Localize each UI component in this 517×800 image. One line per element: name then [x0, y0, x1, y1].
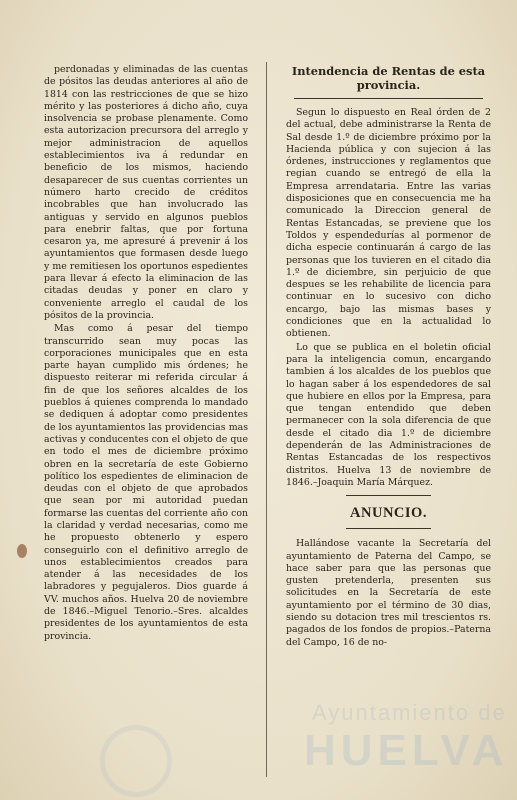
heading-rule — [294, 98, 483, 99]
section-heading: Intendencia de Rentas de esta provincia. — [291, 64, 486, 92]
watermark — [282, 700, 512, 795]
right-column — [286, 64, 491, 649]
right-paragraph-1: Segun lo dispuesto en Real órden de 2 del actual, debe administrarse la Renta de Sal desde 1.º de diciembre próximo por la Hacienda pública y con sujecion á las órdenes, instrucciones y reglamentos que regian cuando se entregó de ella la Empresa arrendataria. Entre las varias disposiciones que en consecuencia me ha comunicado la Direccion general de Rentas Estancadas, se previene que los Toldos y espendedurías al pormenor de dicha especie continuarán á cargo de las personas que los tuvieren en el citado dia 1.º de diciembre, sin perjuicio de que despues se les rehabilite de licencia para continuar en lo sucesivo con dicho encargo, bajo las mismas bases y condiciones que en la actualidad lo obtienen. — [286, 107, 491, 340]
watermark-top-text: Ayuntamiento de — [312, 700, 507, 725]
ink-stain — [17, 544, 27, 558]
left-column — [44, 64, 248, 643]
column-divider — [266, 62, 267, 777]
watermark-main-text: HUELVA — [304, 726, 509, 775]
announcement-title: ANUNCIO. — [350, 505, 427, 522]
announcement-rule — [346, 528, 431, 529]
section-rule — [346, 495, 431, 496]
left-paragraph-1: perdonadas y eliminadas de las cuentas de pósitos las deudas anteriores al año de 1814 con las restricciones de que se hizo mérito y las posteriores á dicho año, cuya insolvencia se probase plenamente. Como esta autorizacion precursora del arreglo y mejor administracion de aquellos establecimientos iva á redundar en beneficio de los mismos, haciendo desaparecer de sus cuentas corrientes un número harto crecido de créditos incobrables que han involucrado las antiguas y servido en algunos pueblos para enebrir faltas, que por fortuna cesaron ya, me apresuré á prevenir á los ayuntamientos que formasen desde luego y me remitiesen los oportunos espedientes para llevar á efecto la eliminacion de las citadas deudas y poner en claro y conveniente arreglo el caudal de los pósitos de la provincia. — [44, 64, 248, 321]
watermark-seal-icon — [100, 725, 172, 797]
left-paragraph-2: Mas como á pesar del tiempo transcurrido sean muy pocas las corporaciones municipales que en esta parte hayan cumplido mis órdenes; he dispuesto reiterar mi referida circular á fin de que los señores alcaldes de los pueblos á quienes comprenda lo mandado se dediquen á adoptar como presidentes de los ayuntamientos las providencias mas activas y conducentes con el objeto de que en todo el mes de diciembre próximo obren en la secretaría de este Gobierno político los espedientes de eliminacion de deudas con el objeto de que aprobados que sean por mi autoridad puedan formarse las cuentas del corriente año con la claridad y verdad necesarias, como me he propuesto obtenerlo y espero conseguirlo con el definitivo arreglo de unos establecimientos creados para atender á las necesidades de los labradores y pegujaleros. Dios guarde á VV. muchos años. Huelva 20 de noviembre de 1846.–Miguel Tenorio.–Sres. alcaldes presidentes de los ayuntamientos de esta provincia. — [44, 323, 248, 642]
announcement-text: Hallándose vacante la Secretaría del ayuntamiento de Paterna del Campo, se hace saber para que las personas que gusten pretenderla, presenten sus solicitudes en la Secretaría de este ayuntamiento por el término de 30 dias, siendo su dotacion tres mil trescientos rs. pagados de los fondos de propios.–Paterna del Campo, 16 de no- — [286, 538, 491, 648]
right-paragraph-2: Lo que se publica en el boletin oficial para la inteligencia comun, encargando tambien á los alcaldes de los pueblos que lo hagan saber á los espendedores de sal que hubiere en ellos por la Empresa, para que tengan entendido que deben permanecer con la sola diferencia de que desde el citado dia 1.º de diciembre dependerán de las Administraciones de Rentas Estancadas de los respectivos distritos. Huelva 13 de noviembre de 1846.–Joaquin María Márquez. — [286, 341, 491, 488]
